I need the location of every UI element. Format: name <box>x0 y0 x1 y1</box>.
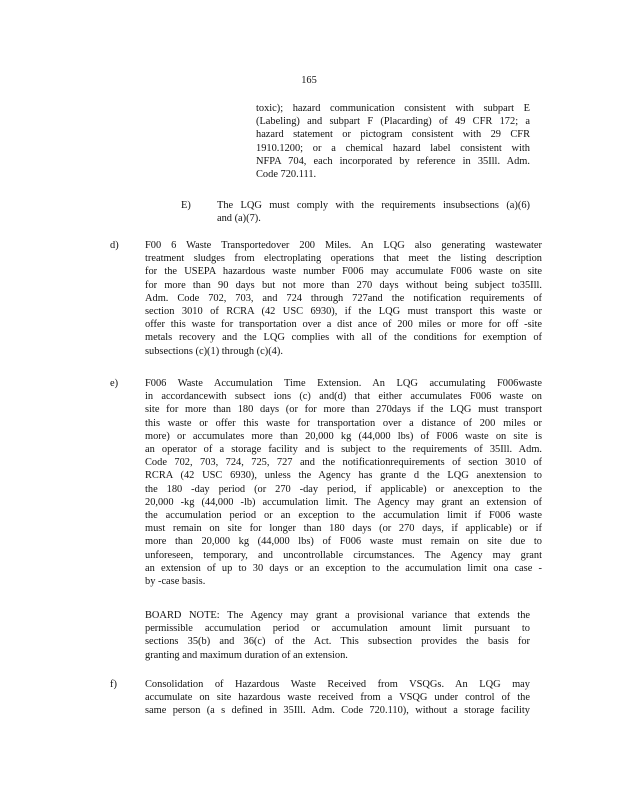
text-line: (Labeling) and subpart F (Placarding) of 49 CFR 172; a <box>256 116 530 128</box>
page-number: 165 <box>301 75 317 86</box>
item-f-text <box>145 678 530 718</box>
text-line: more) or accumulates more than 20,000 kg (44,000 lbs) of F006 waste on site is <box>145 430 542 442</box>
text-line: must remain on site for longer than 180 days (or 270 days, if applicable) or if <box>145 523 542 535</box>
text-line: subsections (c)(1) through (c)(4). <box>145 345 283 357</box>
board-note <box>145 609 530 662</box>
text-line: 20,000 -kg (44,000 -lb) accumulation limit. The Agency may grant an extension of <box>145 496 542 508</box>
text-line: this waste or offer this waste for transportation over a distance of 200 miles or <box>145 417 542 429</box>
text-line: the 180 -day period (or 270 -day period, if applicable) or anexception to the <box>145 483 542 495</box>
text-line: more than 20,000 kg (44,000 lbs) of F006 waste must remain on site due to <box>145 536 542 548</box>
text-line: treatment sludges from electroplating operations that meet the listing description <box>145 253 542 265</box>
text-line: hazard statement or pictogram consistent with 29 CFR <box>256 129 530 141</box>
text-line: granting and maximum duration of an extension. <box>145 649 348 661</box>
item-label-e: e) <box>110 378 119 389</box>
text-line: metals recovery and the LQG complies with all of the conditions for exemption of <box>145 332 542 344</box>
text-line: 1910.1200; or a chemical hazard label consistent with <box>256 142 530 154</box>
item-label-d: d) <box>110 240 119 251</box>
text-line: accumulate on site hazardous waste received from a VSQG under control of the <box>145 692 530 704</box>
text-line: permissible accumulation period or accumulation amount limit pursuant to <box>145 623 530 635</box>
text-line: F00 6 Waste Transportedover 200 Miles. An LQG also generating wastewater <box>145 240 542 251</box>
text-line: by -case basis. <box>145 576 206 588</box>
continued-paragraph <box>256 102 530 181</box>
text-line: for more than 90 days but not more than 270 days without being subject to35Ill. <box>145 279 542 291</box>
text-line: the accumulation period or an exception to the accumulation limit if F006 waste <box>145 510 542 522</box>
text-line: same person (a s defined in 35Ill. Adm. Code 720.110), without a storage facility <box>145 705 530 717</box>
text-line: RCRA (42 USC 6930), unless the Agency has grante d the LQG anextension to <box>145 470 542 482</box>
text-line: site for more than 180 days (or for more than 270days if the LQG must transport <box>145 404 542 416</box>
text-line: offer this waste for transportation over a dist ance of 200 miles or more for off -site <box>145 319 542 331</box>
text-line: and (a)(7). <box>217 213 261 225</box>
item-label-E: E) <box>181 200 191 211</box>
text-line: The LQG must comply with the requirements insubsections (a)(6) <box>217 200 530 211</box>
text-line: for the USEPA hazardous waste number F006 may accumulate F006 waste on site <box>145 266 542 278</box>
text-line: section 3010 of RCRA (42 USC 6930), if the LQG must transport this waste or <box>145 306 542 318</box>
text-line: an operator of a storage facility and is subject to the requirements of 35Ill. Adm. <box>145 444 542 456</box>
item-d-text <box>145 239 542 358</box>
text-line: F006 Waste Accumulation Time Extension. An LQG accumulating F006waste <box>145 378 542 389</box>
item-e-text <box>145 377 542 588</box>
text-line: in accordancewith subsect ions (c) and(d) that either accumulates F006 waste on <box>145 391 542 403</box>
item-label-f: f) <box>110 679 117 690</box>
text-line: NFPA 704, each incorporated by reference in 35Ill. Adm. <box>256 155 530 167</box>
text-line: BOARD NOTE: The Agency may grant a provisional variance that extends the <box>145 610 530 621</box>
text-line: Consolidation of Hazardous Waste Received from VSQGs. An LQG may <box>145 679 530 690</box>
text-line: Adm. Code 702, 703, and 724 through 727and the notification requirements of <box>145 292 542 304</box>
text-line: toxic); hazard communication consistent with subpart E <box>256 103 530 114</box>
text-line: sections 35(b) and 36(c) of the Act. This subsection provides the basis for <box>145 636 530 648</box>
item-E-text <box>217 199 530 225</box>
text-line: an extension of up to 30 days or an exception to the accumulation limit ona case - <box>145 562 542 574</box>
text-line: unforeseen, temporary, and uncontrollable circumstances. The Agency may grant <box>145 549 542 561</box>
text-line: Code 702, 703, 724, 725, 727 and the notificationrequirements of section 3010 of <box>145 457 542 469</box>
text-line: Code 720.111. <box>256 169 317 181</box>
